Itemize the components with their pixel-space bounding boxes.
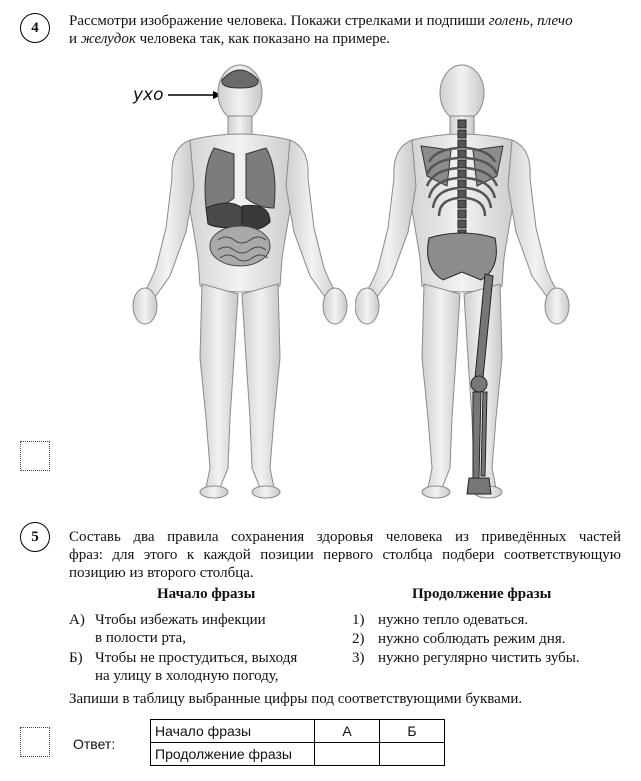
term-shin: голень xyxy=(488,13,530,29)
task5-line2: фраз: для этого к каждой позиции первого столбца подбери соответствующую xyxy=(69,547,621,563)
answer-table xyxy=(150,719,445,766)
left-item-marker: А) xyxy=(69,612,85,628)
term-stomach: желудок xyxy=(80,31,136,47)
table-row xyxy=(151,720,445,743)
right-item-marker: 2) xyxy=(352,631,365,647)
task4-instructions xyxy=(69,12,621,48)
task4-text-part: человека так, как показано на примере. xyxy=(135,31,391,47)
left-item-b xyxy=(69,649,349,685)
task5-number: 5 xyxy=(20,522,50,552)
right-item-2 xyxy=(352,630,565,648)
task5-line3: позицию из второго столбца. xyxy=(69,565,254,581)
left-item-text: Чтобы не простудиться, выходя xyxy=(95,650,298,666)
left-item-text-cont: в полости рта, xyxy=(95,630,186,646)
left-item-text: Чтобы избежать инфекции xyxy=(95,612,266,628)
column-heading-left: Начало фразы xyxy=(157,586,256,602)
intestines xyxy=(210,226,270,266)
column-heading-right: Продолжение фразы xyxy=(412,586,552,602)
task4-text-part: Рассмотри изображение человека. Покажи стрелками и подпиши xyxy=(69,13,489,29)
table-row-label: Продолжение фразы xyxy=(151,743,315,766)
human-front-illustration xyxy=(130,58,350,503)
score-box-task5[interactable] xyxy=(20,727,50,757)
left-item-text-cont: на улицу в холодную погоду, xyxy=(95,668,279,684)
task5-table-instruction: Запиши в таблицу выбранные цифры под соответствующими буквами. xyxy=(69,691,523,707)
right-item-marker: 3) xyxy=(352,650,365,666)
left-item-a xyxy=(69,611,339,647)
right-item-marker: 1) xyxy=(352,612,365,628)
example-label-ear: ухо xyxy=(133,85,164,105)
answer-cell-a[interactable] xyxy=(315,743,380,766)
left-item-marker: Б) xyxy=(69,650,83,666)
table-row-label: Начало фразы xyxy=(151,720,315,743)
task5-line1: Составь два правила сохранения здоровья человека из приведённых частей xyxy=(69,529,621,545)
task4-number: 4 xyxy=(20,13,50,43)
right-item-text: нужно тепло одеваться. xyxy=(378,612,529,628)
front-body xyxy=(133,65,347,498)
human-back-illustration xyxy=(355,58,570,503)
right-item-text: нужно соблюдать режим дня. xyxy=(378,631,566,647)
right-item-text: нужно регулярно чистить зубы. xyxy=(378,650,580,666)
right-item-1 xyxy=(352,611,528,629)
task5-instructions xyxy=(69,528,621,582)
table-header-a: А xyxy=(315,720,380,743)
right-item-3 xyxy=(352,649,580,667)
table-row xyxy=(151,743,445,766)
table-header-b: Б xyxy=(380,720,445,743)
answer-cell-b[interactable] xyxy=(380,743,445,766)
term-shoulder: плечо xyxy=(537,13,573,29)
task4-text-part: и xyxy=(69,31,81,47)
task4-separator: , xyxy=(529,13,538,29)
answer-label: Ответ: xyxy=(73,736,116,752)
liver xyxy=(206,203,242,228)
score-box-task4[interactable] xyxy=(20,441,50,471)
